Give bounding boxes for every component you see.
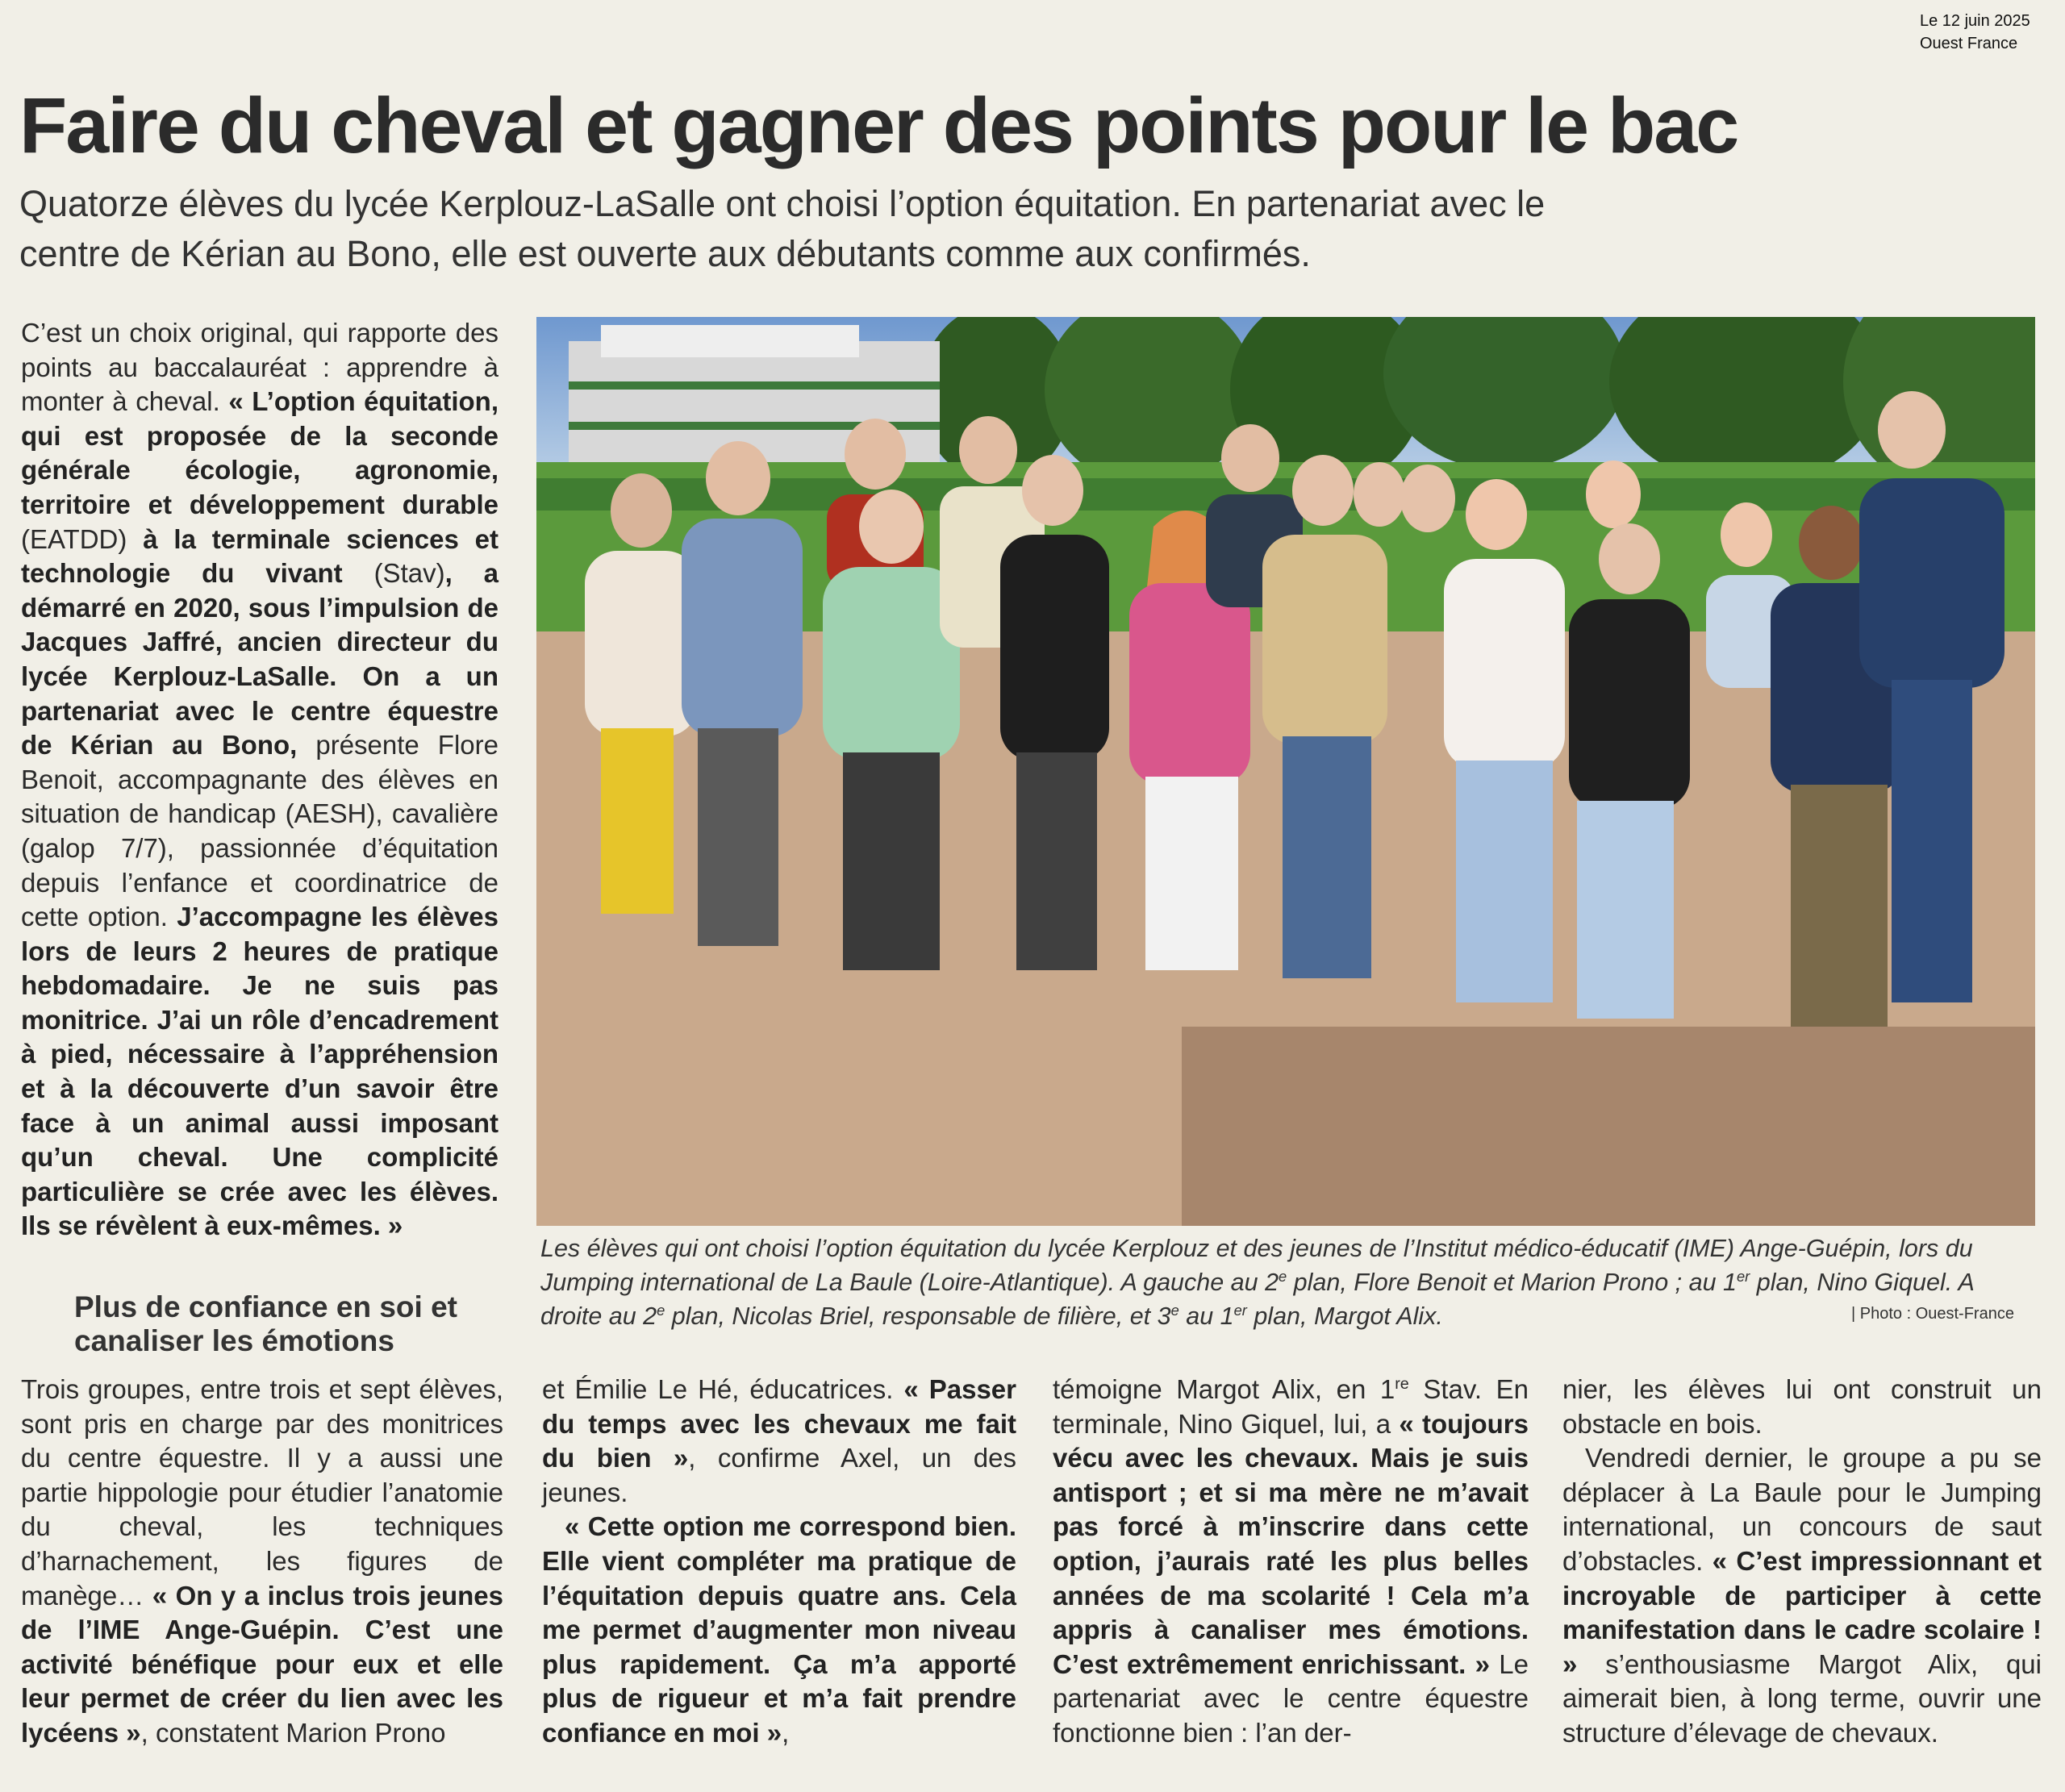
column-3 (1053, 1373, 1529, 1751)
photo-caption (540, 1231, 2041, 1333)
group-photo (536, 317, 2035, 1226)
caption-text: plan, Margot Alix. (1246, 1302, 1443, 1330)
text: Stav. En terminale, Nino Giquel, lui, a (1053, 1374, 1529, 1439)
text: s’enthousiasme Margot Alix, qui aimerait bien, à long terme, ouvrir une structure d’élevage de chevaux. (1562, 1648, 2042, 1748)
caption-text: plan, Nino Giquel. A droite au 2 (540, 1269, 1974, 1330)
quote-text: à la terminale sciences et technologie du vivant (21, 523, 499, 589)
superscript: er (1233, 1301, 1247, 1319)
caption-text: plan, Flore Benoit et Marion Prono ; au 1 (1287, 1269, 1737, 1296)
superscript: er (1737, 1267, 1750, 1285)
text: Vendredi dernier, le groupe a pu se déplacer à La Baule pour le Jumping international, un concours de saut d’obstacles. (1562, 1443, 2042, 1576)
text: (EATDD) (21, 523, 127, 554)
column-1-continued (21, 1373, 503, 1751)
caption-text: plan, Nicolas Briel, responsable de filière, et 3 (665, 1302, 1171, 1330)
text: et Émilie Le Hé, éducatrices. (542, 1374, 904, 1404)
text: (Stav) (373, 558, 445, 589)
superscript: e (1279, 1267, 1287, 1285)
standfirst: Quatorze élèves du lycée Kerplouz-LaSalle ont choisi l’option équitation. En partenariat avec le centre de Kérian au Bono, elle est ouverte aux débutants comme aux confirmés. (19, 183, 1546, 274)
superscript: e (657, 1301, 665, 1319)
caption-text: Les élèves qui ont choisi l’option équitation du lycée Kerplouz et des jeunes de l’Institut médico-éducatif (IME) Ange-Guépin, lors du Jumping international de La Baule (Loire-Atlantique). A gauche au 2 (540, 1235, 1973, 1296)
paragraph: nier, les élèves lui ont construit un obstacle en bois. (1562, 1374, 2042, 1439)
paragraph (542, 1510, 1016, 1750)
caption-text: au 1 (1179, 1302, 1234, 1330)
text: , constatent Marion Prono (140, 1717, 446, 1748)
paragraph (542, 1373, 1016, 1510)
source-note (1920, 10, 2030, 55)
text: , (782, 1717, 790, 1748)
paragraph (21, 1373, 503, 1751)
publication-date: Le 12 juin 2025 (1920, 12, 2030, 30)
publication-name: Ouest France (1920, 35, 2018, 52)
text: , confirme Axel, un des jeunes. (542, 1443, 1016, 1507)
superscript: e (1170, 1301, 1179, 1319)
superscript: re (1395, 1375, 1409, 1393)
quote-text: « C’est impressionnant et incroyable de participer à cette manifestation dans le cadre scolaire ! » (1562, 1545, 2042, 1679)
manhole-grate (1182, 1027, 2035, 1226)
paragraph (1053, 1373, 1529, 1751)
quote-text: « Passer du temps avec les chevaux me fait du bien » (542, 1374, 1016, 1473)
text: C’est un choix original, qui rapporte des points au baccalauréat : apprendre à monter à cheval. (21, 318, 499, 417)
quote-text: J’accompagne les élèves lors de leurs 2 heures de pratique hebdomadaire. Je ne suis pas monitrice. J’ai un rôle d’encadrement à pied, nécessaire à l’appréhension et à la découverte d’un savoir être face à un animal aussi imposant qu’un cheval. Une complicité particulière se crée avec les élèves. Ils se révèlent à eux-mêmes. » (21, 902, 499, 1241)
paragraph (21, 316, 499, 1244)
paragraph (1562, 1441, 2042, 1750)
headline: Faire du cheval et gagner des points pour le bac (19, 81, 1738, 169)
subheading: Plus de confiance en soi et canaliser les émotions (74, 1290, 457, 1357)
text: Trois groupes, entre trois et sept élèves, sont pris en charge par des monitrices du centre équestre. Il y a aussi une partie hippologie pour étudier l’anatomie du cheval, les techniques d’harnachement, les figures de manège… (21, 1374, 503, 1611)
text: Le partenariat avec le centre équestre fonctionne bien : l’an der- (1053, 1648, 1529, 1748)
column-4 (1562, 1373, 2042, 1751)
column-2 (542, 1373, 1016, 1751)
quote-text: « L’option équitation, qui est proposée de la seconde générale écologie, agronomie, territoire et développement durable (21, 386, 499, 519)
group-photo-illustration (536, 317, 2035, 1226)
column-1 (21, 316, 499, 1244)
quote-text: « toujours vécu avec les chevaux. Mais je suis antisport ; et si ma mère ne m’avait pas forcé à m’inscrire dans cette option, j’aurais raté les plus belles années de ma scolarité ! Cela m’a appris à canaliser mes émotions. C’est extrêmement enrichissant. » (1053, 1408, 1529, 1679)
quote-text: « Cette option me correspond bien. Elle vient compléter ma pratique de l’équitation depuis quatre ans. Cela me permet d’augmenter mon niveau plus rapidement. Ça m’a apporté plus de rigueur et m’a fait prendre confiance en moi » (542, 1511, 1016, 1748)
quote-text: , a démarré en 2020, sous l’impulsion de Jacques Jaffré, ancien directeur du lycée Kerplouz-LaSalle. On a un partenariat avec le centre équestre de Kérian au Bono, (21, 558, 499, 761)
quote-text: « On y a inclus trois jeunes de l’IME Ange-Guépin. C’est une activité bénéfique pour eux et elle leur permet de créer du lien avec les lycéens » (21, 1580, 503, 1748)
text: témoigne Margot Alix, en 1 (1053, 1374, 1395, 1404)
text: présente Flore Benoit, accompagnante des élèves en situation de handicap (AESH), cavalière (galop 7/7), passionnée d’équitation depuis l’enfance et coordinatrice de cette option. (21, 730, 499, 932)
photo-credit: | Photo : Ouest-France (1851, 1305, 2014, 1323)
